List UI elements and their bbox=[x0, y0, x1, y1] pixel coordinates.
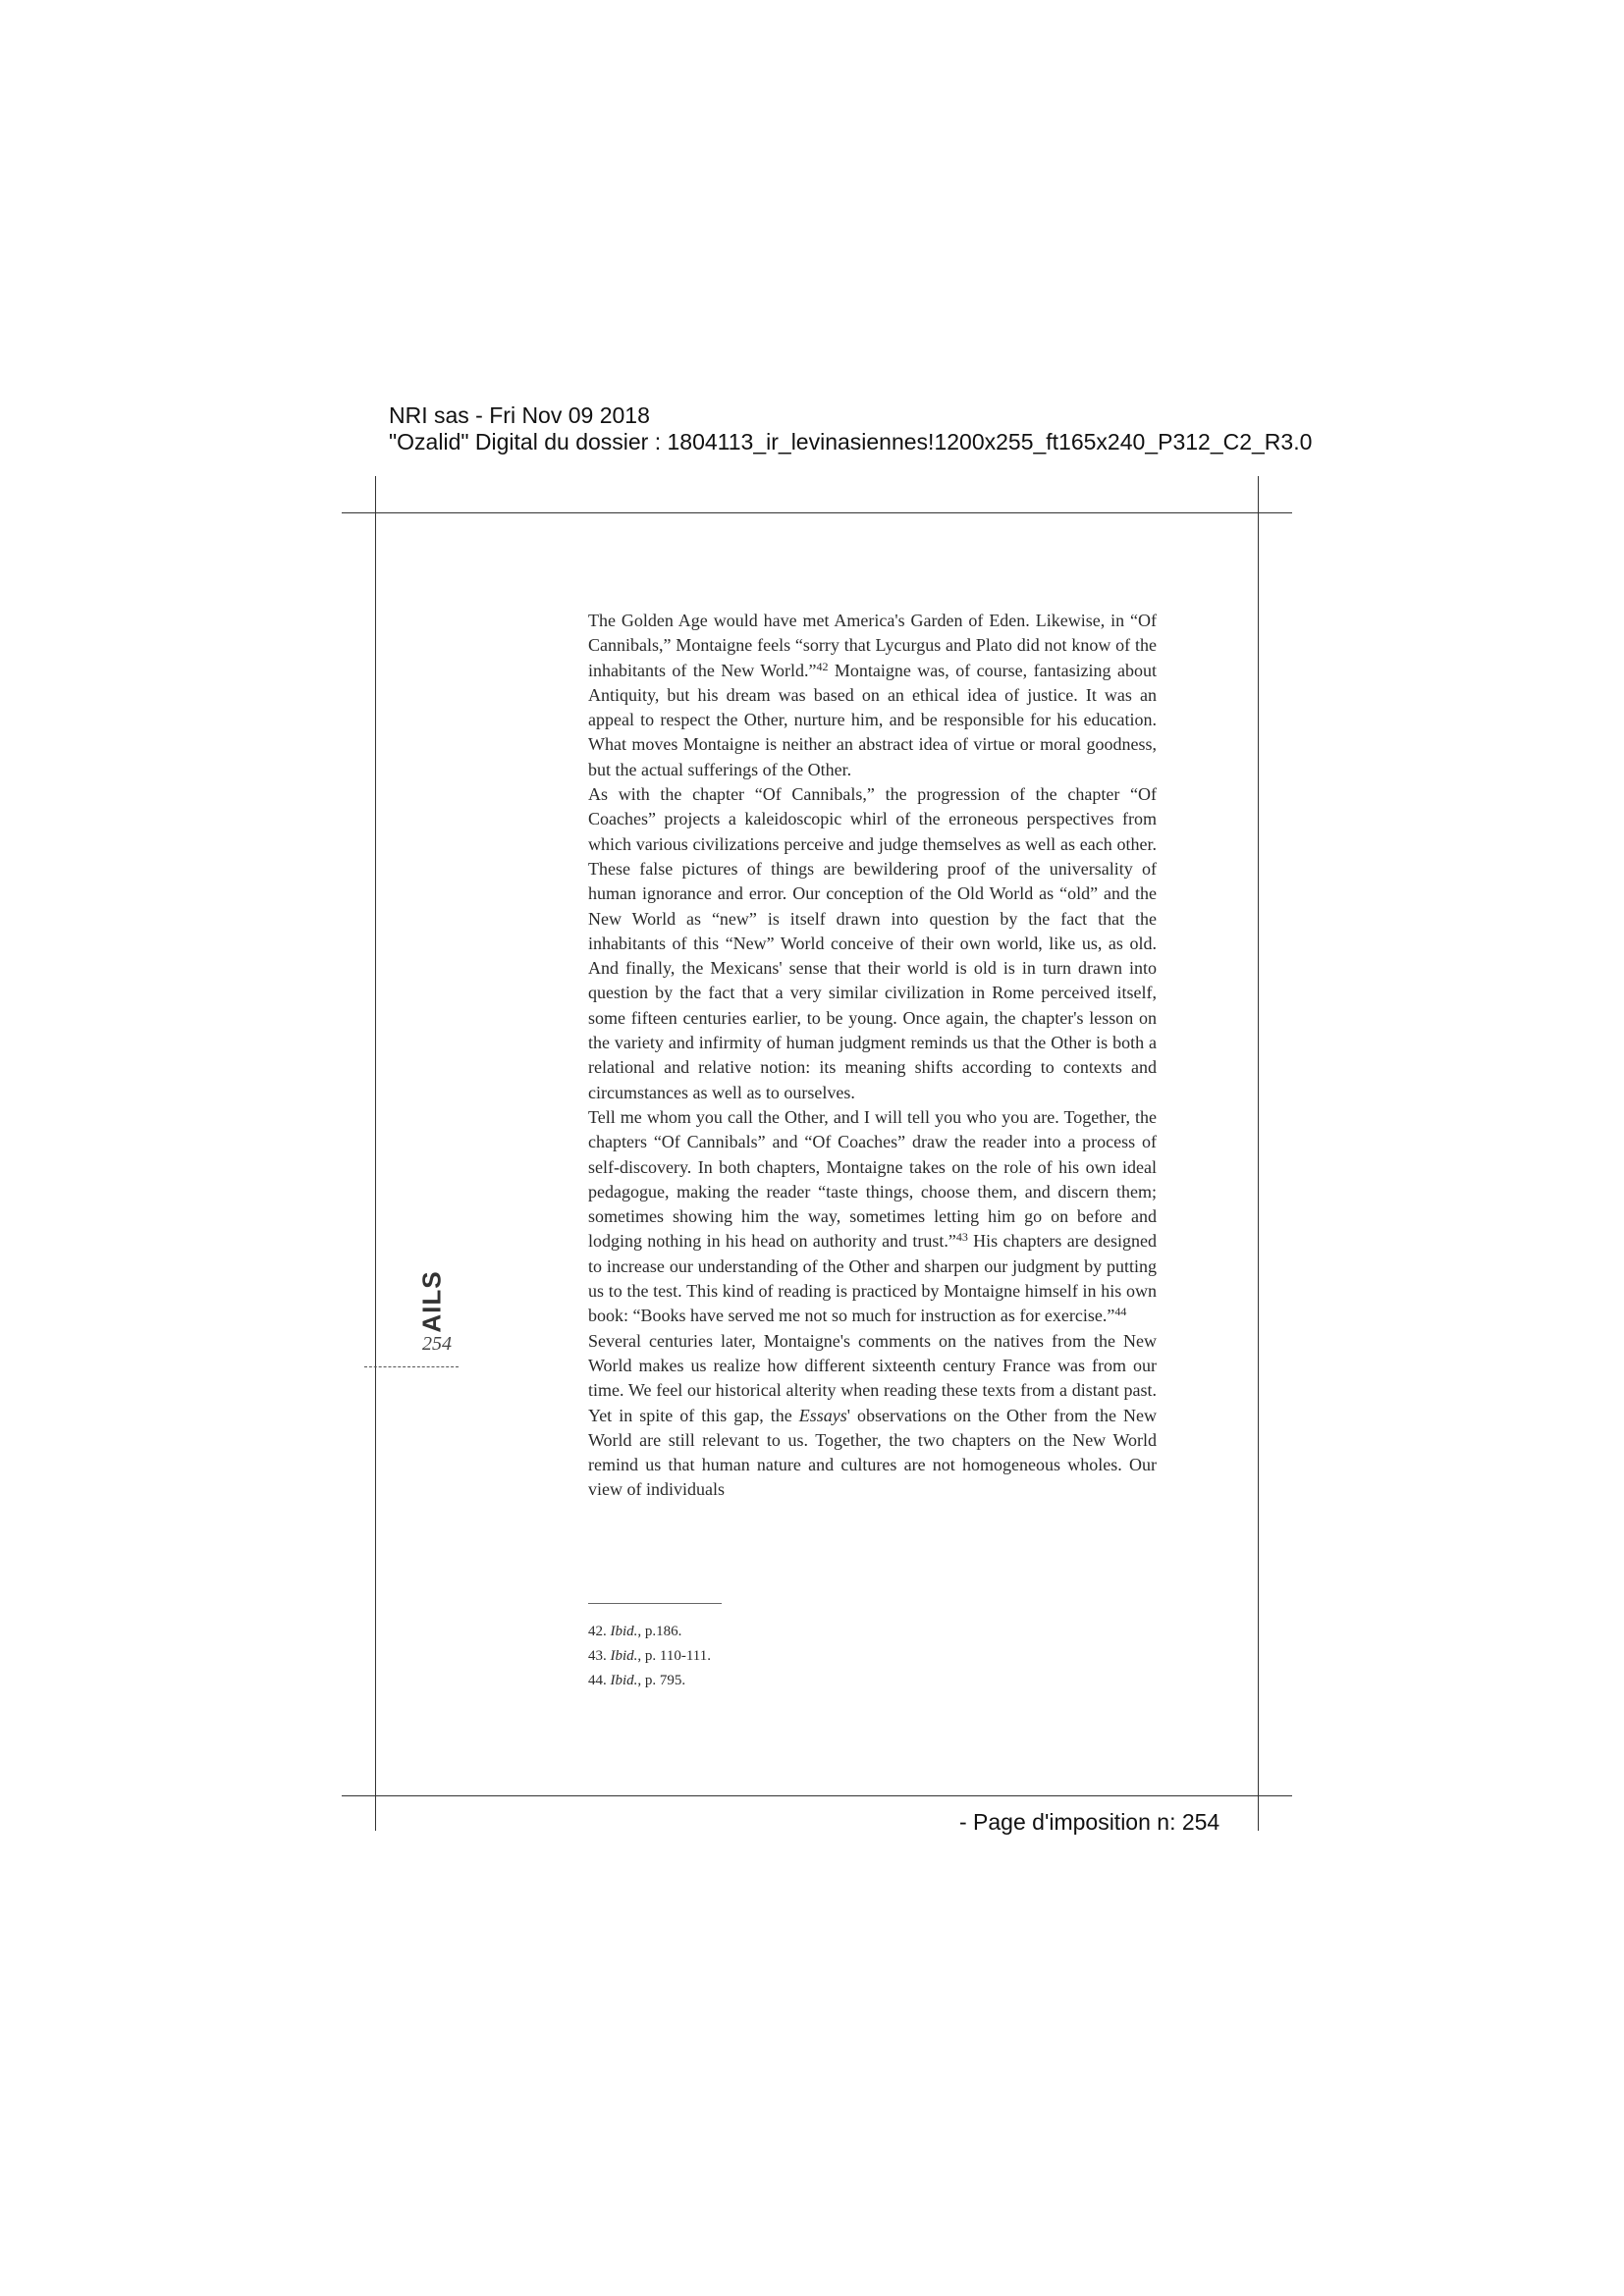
footnote-42 bbox=[588, 1620, 981, 1644]
footnote-location: , p. 795. bbox=[637, 1673, 686, 1688]
margin-dashed-rule bbox=[364, 1366, 459, 1367]
crop-mark-top-horizontal bbox=[342, 512, 1292, 513]
paragraph-2: As with the chapter “Of Cannibals,” the progression of the chapter “Of Coaches” projects a kaleidoscopic whirl of the erroneous perspectives from which various civilizations perceive and judge themselves as well as each other. These false pictures of things are bewildering proof of the universality of human ignorance and error. Our conception of the Old World as “old” and the New World as “new” is itself drawn into question by the fact that the inhabitants of this “New” World conceive of their own world, like us, as old. And finally, the Mexicans' sense that their world is old is in turn drawn into question by the fact that a very similar civilization in Rome perceived itself, some fifteen centuries earlier, to be young. Once again, the chapter's lesson on the variety and infirmity of human judgment reminds us that the Other is both a relational and relative notion: its meaning shifts according to contexts and circumstances as well as to ourselves. bbox=[588, 784, 1157, 1102]
footnotes bbox=[588, 1620, 981, 1693]
body-text bbox=[588, 609, 1157, 1503]
page-number: 254 bbox=[422, 1333, 452, 1355]
footnote-location: , p.186. bbox=[637, 1624, 682, 1639]
footnote-ref: Ibid. bbox=[610, 1624, 638, 1639]
footnote-ref-44: 44 bbox=[1114, 1305, 1127, 1319]
trim-line-left bbox=[375, 512, 376, 1811]
paragraph-4-part-2: ' observations on the Other from the New World are still relevant to us. Together, the two chapters on the New World remind us that human nature and cultures are not homogeneous wholes. Our view of individuals bbox=[588, 1405, 1157, 1500]
journal-logo bbox=[418, 1272, 446, 1331]
paragraph-4-part-1: Several centuries later, Montaigne's comments on the natives from the New World makes us realize how different sixteenth century France was from our time. We feel our historical alterity when reading these texts from a distant past. Yet in spite of this gap, the bbox=[588, 1330, 1157, 1425]
footnote-44 bbox=[588, 1669, 981, 1693]
footnote-ref: Ibid. bbox=[610, 1673, 638, 1688]
trim-line-right bbox=[1258, 512, 1259, 1811]
footnote-ref-43: 43 bbox=[955, 1230, 968, 1245]
footnote-ref-42: 42 bbox=[816, 659, 829, 673]
footnote-number: 42. bbox=[588, 1624, 607, 1639]
paragraph-1-part-1: The Golden Age would have met America's Garden of Eden. Likewise, in “Of Cannibals,” Montaigne feels “sorry that Lycurgus and Plato did not know of the inhabitants of the New World.” bbox=[588, 611, 1157, 680]
print-header-line-2: "Ozalid" Digital du dossier : 1804113_ir_levinasiennes!1200x255_ft165x240_P312_C2_R3.0 bbox=[389, 429, 1313, 454]
imposition-page-label: - Page d'imposition n: 254 bbox=[959, 1809, 1220, 1835]
crop-mark-bottom-horizontal bbox=[342, 1795, 1292, 1796]
journal-logo-text: AILS bbox=[416, 1270, 447, 1333]
footnote-number: 43. bbox=[588, 1648, 607, 1664]
paragraph-3-part-2: His chapters are designed to increase our understanding of the Other and sharpen our judgment by putting us to the test. This kind of reading is practiced by Montaigne himself in his own book: “Books have served me not so much for instruction as for exercise.” bbox=[588, 1231, 1157, 1326]
paragraph-4 bbox=[588, 1329, 1157, 1503]
print-header bbox=[389, 402, 1312, 455]
essays-title: Essays bbox=[798, 1405, 847, 1425]
crop-mark-bottom-left-vertical bbox=[375, 1795, 376, 1831]
paragraph-3 bbox=[588, 1105, 1157, 1329]
crop-mark-bottom-right-vertical bbox=[1258, 1795, 1259, 1831]
paragraph-3-part-1: Tell me whom you call the Other, and I will tell you who you are. Together, the chapters “Of Cannibals” and “Of Coaches” draw the reader into a process of self-discovery. In both chapters, Montaigne takes on the role of his own ideal pedagogue, making the reader “taste things, choose them, and discern them; sometimes showing him the way, sometimes letting him go on before and lodging nothing in his head on authority and trust.” bbox=[588, 1106, 1157, 1252]
paragraph-1 bbox=[588, 609, 1157, 782]
print-header-line-1: NRI sas - Fri Nov 09 2018 bbox=[389, 402, 650, 428]
footnote-separator bbox=[588, 1603, 722, 1604]
footnote-number: 44. bbox=[588, 1673, 607, 1688]
footnote-43 bbox=[588, 1644, 981, 1669]
footnote-location: , p. 110-111. bbox=[637, 1648, 711, 1664]
paragraph-1-part-2: Montaigne was, of course, fantasizing about Antiquity, but his dream was based on an ethical idea of justice. It was an appeal to respect the Other, nurture him, and be responsible for his education. What moves Montaigne is neither an abstract idea of virtue or moral goodness, but the actual sufferings of the Other. bbox=[588, 660, 1157, 779]
footnote-ref: Ibid. bbox=[610, 1648, 638, 1664]
